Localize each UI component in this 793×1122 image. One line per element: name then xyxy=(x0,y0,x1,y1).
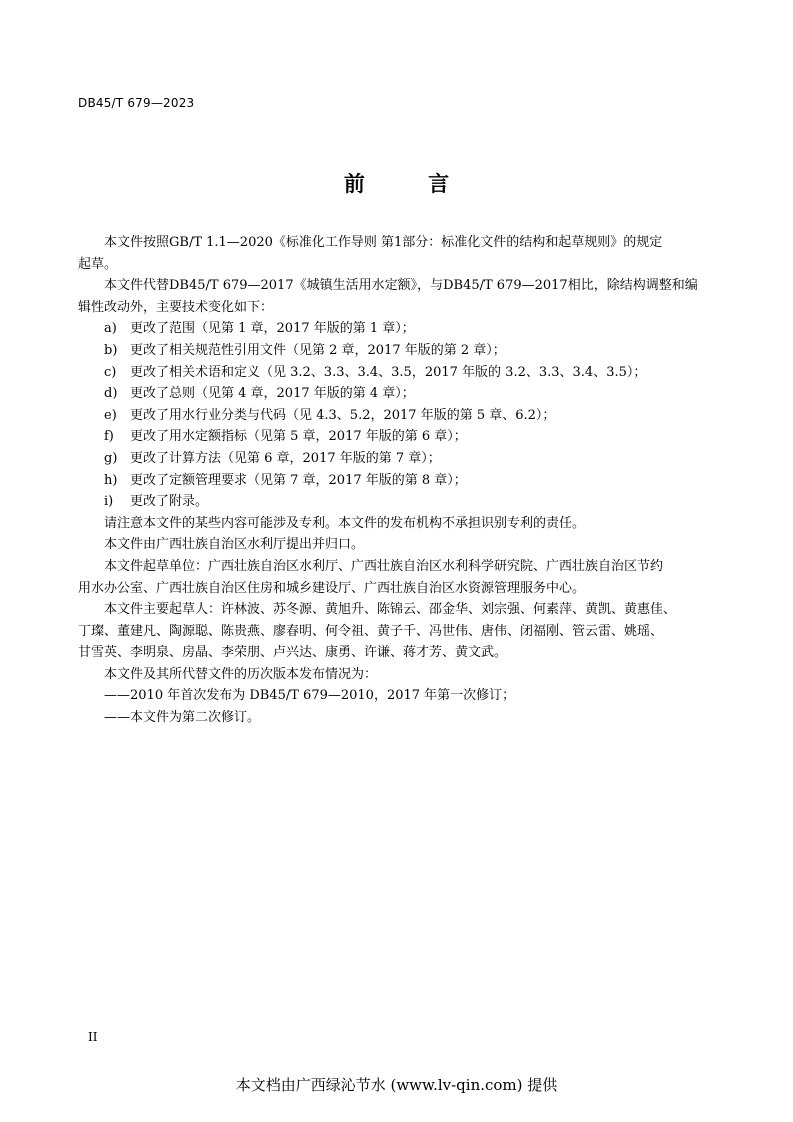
page-title: 前 言 xyxy=(343,172,478,196)
list-marker: d) xyxy=(104,386,118,402)
list-marker: c) xyxy=(104,364,117,380)
list-item xyxy=(78,362,710,384)
drafters: 本文件主要起草人：许林波、苏冬源、黄旭升、陈锦云、邵金华、刘宗强、何素萍、黄凯、黄惠佳、 xyxy=(104,602,677,618)
list-item xyxy=(78,448,710,470)
list-marker: i) xyxy=(104,494,114,510)
patent-notice: 请注意本文件的某些内容可能涉及专利。本文件的发布机构不承担识别专利的责任。 xyxy=(104,515,586,531)
list-marker: a) xyxy=(104,321,117,337)
list-text: 更改了相关术语和定义（见 3.2、3.3、3.4、3.5，2017 年版的 3.2、3.3、3.4、3.5）； xyxy=(130,364,647,380)
list-item xyxy=(78,340,710,362)
page-number: II xyxy=(88,1030,98,1044)
list-item xyxy=(78,405,710,427)
footer-provider-note: 本文档由广西绿沁节水 (www.lv-qin.com) 提供 xyxy=(235,1076,558,1094)
history-item: ——本文件为第二次修订。 xyxy=(104,710,261,726)
change-list xyxy=(78,318,710,512)
document-code: DB45/T 679—2023 xyxy=(78,96,195,110)
paragraph-replacement: 本文件代替DB45/T 679—2017《城镇生活用水定额》，与DB45/T 679—2017相比，除结构调整和编 xyxy=(104,278,698,294)
list-item xyxy=(78,491,710,513)
drafters-cont: 丁璨、董建凡、陶源聪、陈贵燕、廖春明、何令祖、黄子千、冯世伟、唐伟、闭福刚、管云雷、姚瑶、 xyxy=(78,623,664,639)
drafting-units: 本文件起草单位：广西壮族自治区水利厅、广西壮族自治区水利科学研究院、广西壮族自治区节约 xyxy=(104,558,664,574)
version-history: 本文件及其所代替文件的历次版本发布情况为： xyxy=(104,666,378,682)
list-text: 更改了定额管理要求（见第 7 章，2017 年版的第 8 章）； xyxy=(130,472,467,488)
paragraph-replacement-cont: 辑性改动外，主要技术变化如下： xyxy=(78,299,274,315)
list-marker: g) xyxy=(104,450,118,466)
list-text: 更改了用水定额指标（见第 5 章，2017 年版的第 6 章）； xyxy=(130,429,467,445)
proposer-notice: 本文件由广西壮族自治区水利厅提出并归口。 xyxy=(104,537,365,553)
list-item xyxy=(78,383,710,405)
list-marker: b) xyxy=(104,342,118,358)
list-text: 更改了范围（见第 1 章，2017 年版的第 1 章）； xyxy=(130,321,415,337)
list-item xyxy=(78,426,710,448)
drafting-units-cont: 用水办公室、广西壮族自治区住房和城乡建设厅、广西壮族自治区水资源管理服务中心。 xyxy=(78,580,586,596)
paragraph-drafting-rules-cont: 起草。 xyxy=(78,256,118,272)
list-text: 更改了用水行业分类与代码（见 4.3、5.2，2017 年版的第 5 章、6.2）； xyxy=(130,407,556,423)
history-item: ——2010 年首次发布为 DB45/T 679—2010，2017 年第一次修订； xyxy=(104,688,516,704)
paragraph-drafting-rules: 本文件按照GB/T 1.1—2020《标准化工作导则 第1部分：标准化文件的结构和起草规则》的规定 xyxy=(104,235,663,250)
list-text: 更改了总则（见第 4 章，2017 年版的第 4 章）； xyxy=(130,386,415,402)
foreword-body xyxy=(78,232,710,729)
list-text: 更改了相关规范性引用文件（见第 2 章，2017 年版的第 2 章）； xyxy=(130,342,506,358)
list-marker: f) xyxy=(104,429,114,445)
list-marker: e) xyxy=(104,407,117,423)
list-marker: h) xyxy=(104,472,118,488)
list-text: 更改了附录。 xyxy=(130,494,209,510)
list-text: 更改了计算方法（见第 6 章，2017 年版的第 7 章）； xyxy=(130,450,441,466)
list-item xyxy=(78,318,710,340)
drafters-cont: 甘雪英、李明泉、房晶、李荣朋、卢兴达、康勇、许谦、蒋才芳、黄文武。 xyxy=(78,645,508,661)
list-item xyxy=(78,470,710,492)
